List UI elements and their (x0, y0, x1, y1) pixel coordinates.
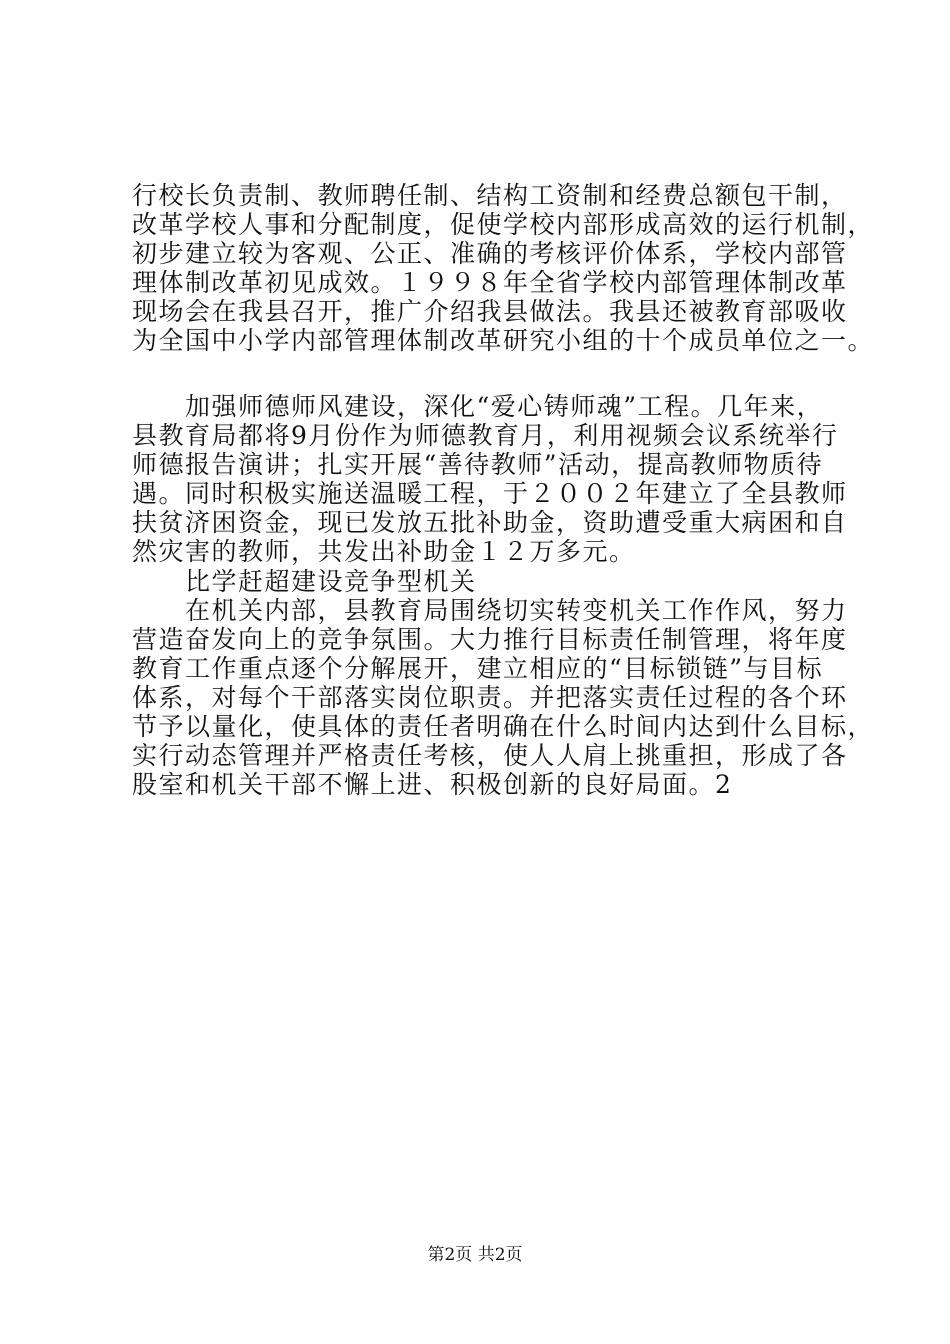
text-line: 理体制改革初见成效。１９９８年全省学校内部管理体制改革 (132, 268, 848, 297)
paragraph-competitive-organ (132, 596, 875, 799)
text-line: 教育工作重点逐个分解展开，建立相应的“目标锁链”与目标 (132, 654, 824, 683)
text-line: 营造奋发向上的竞争氛围。大力推行目标责任制管理，将年度 (132, 625, 848, 654)
page-number-footer: 第2页 共2页 (427, 1245, 523, 1265)
text-line: 股室和机关干部不懈上进、积极创新的良好局面。2 (132, 770, 733, 799)
text-line: 县教育局都将9月份作为师德教育月，利用视频会议系统举行 (132, 421, 839, 450)
text-line: 行校长负责制、教师聘任制、结构工资制和经费总额包干制， (132, 181, 848, 210)
text-line: 体系，对每个干部落实岗位职责。并把落实责任过程的各个环 (132, 683, 848, 712)
text-line: 扶贫济困资金，现已发放五批补助金，资助遭受重大病困和自 (132, 508, 848, 537)
text-line: 改革学校人事和分配制度，促使学校内部形成高效的运行机制， (132, 210, 875, 239)
text-line: 实行动态管理并严格责任考核，使人人肩上挑重担，形成了各 (132, 741, 848, 770)
text-line: 初步建立较为客观、公正、准确的考核评价体系，学校内部管 (132, 239, 848, 268)
text-line: 节予以量化，使具体的责任者明确在什么时间内达到什么目标， (132, 712, 875, 741)
text-line: 遇。同时积极实施送温暖工程，于２００２年建立了全县教师 (132, 479, 848, 508)
text-line: 师德报告演讲；扎实开展“善待教师”活动，提高教师物质待 (132, 450, 824, 479)
text-line: 在机关内部，县教育局围绕切实转变机关工作作风，努力 (132, 596, 848, 625)
section-heading (132, 567, 832, 596)
section-heading-text: 比学赶超建设竞争型机关 (132, 567, 477, 596)
text-line: 现场会在我县召开，推广介绍我县做法。我县还被教育部吸收 (132, 297, 848, 326)
text-line: 然灾害的教师，共发出补助金１２万多元。 (132, 537, 636, 566)
text-line: 为全国中小学内部管理体制改革研究小组的十个成员单位之一。 (132, 326, 875, 355)
paragraph-management-reform (132, 181, 875, 355)
paragraph-teacher-ethics (132, 392, 848, 566)
text-line: 加强师德师风建设，深化“爱心铸师魂”工程。几年来， (132, 392, 824, 421)
